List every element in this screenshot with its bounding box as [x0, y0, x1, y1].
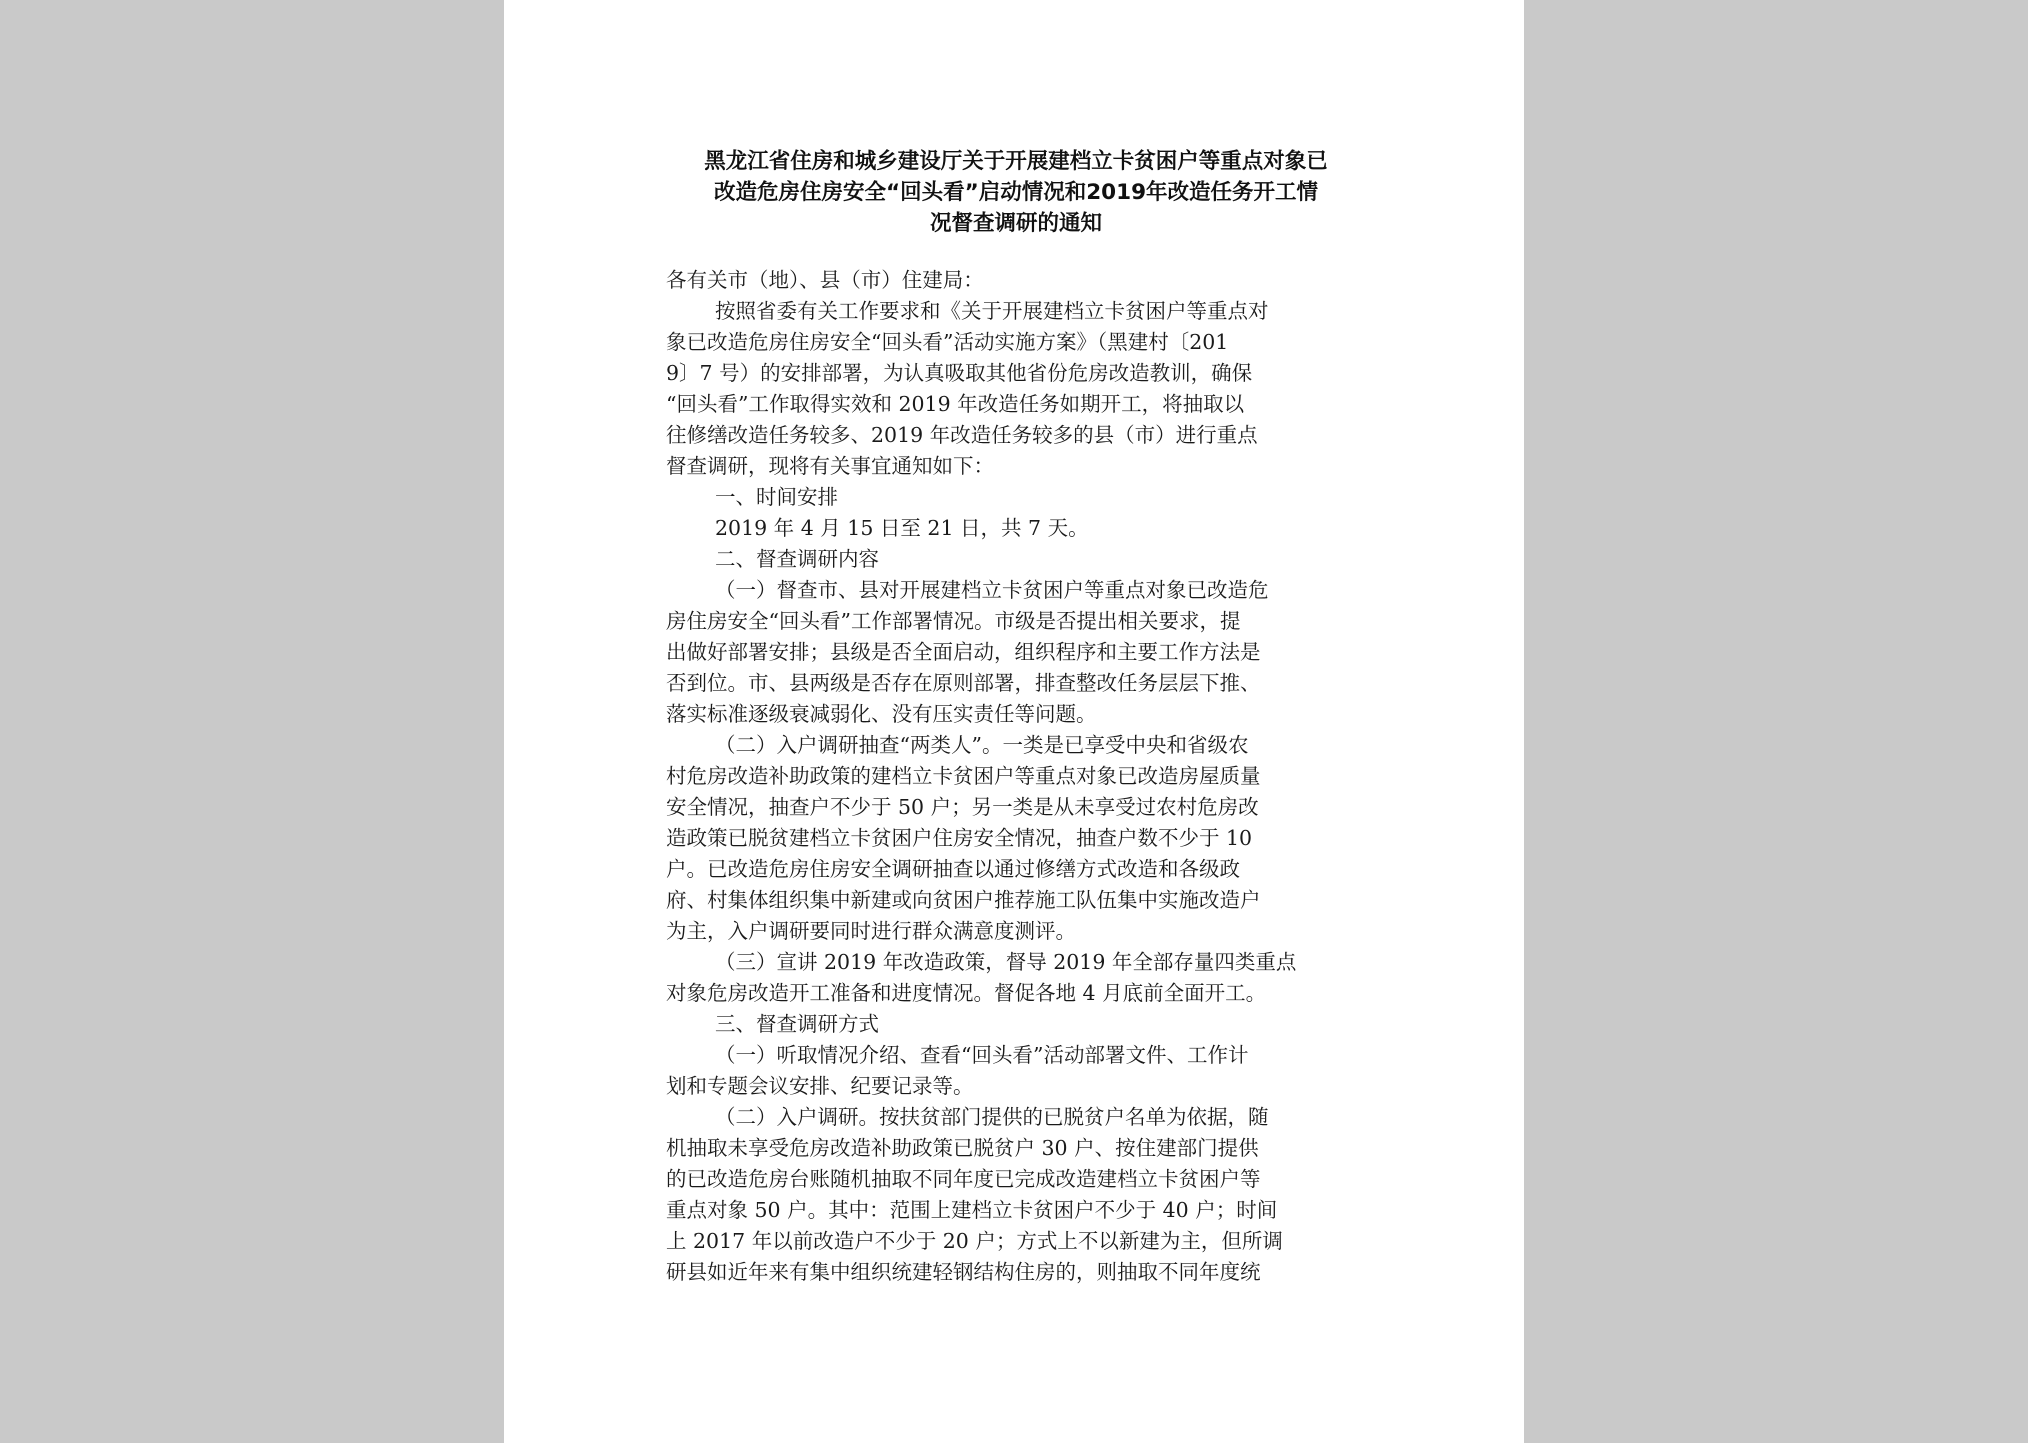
body-line: 上 2017 年以前改造户不少于 20 户；方式上不以新建为主，但所调 [666, 1229, 1283, 1253]
document-title [666, 146, 1366, 239]
section-heading: 一、时间安排 [715, 485, 838, 509]
document-page [504, 0, 1524, 1443]
salutation: 各有关市（地）、县（市）住建局： [666, 268, 984, 292]
body-line: 划和专题会议安排、纪要记录等。 [666, 1074, 974, 1098]
body-line: 重点对象 50 户。其中：范围上建档立卡贫困户不少于 40 户；时间 [666, 1198, 1278, 1222]
title-line: 黑龙江省住房和城乡建设厅关于开展建档立卡贫困户等重点对象已 [704, 149, 1328, 174]
body-line: 机抽取未享受危房改造补助政策已脱贫户 30 户、按住建部门提供 [666, 1136, 1259, 1160]
body-line: “回头看”工作取得实效和 2019 年改造任务如期开工，将抽取以 [666, 392, 1245, 416]
section-heading: 二、督查调研内容 [715, 547, 879, 571]
body-line: 户。已改造危房住房安全调研抽查以通过修缮方式改造和各级政 [666, 857, 1240, 881]
body-line: （二）入户调研。按扶贫部门提供的已脱贫户名单为依据，随 [715, 1105, 1269, 1129]
title-line: 改造危房住房安全“回头看”启动情况和2019年改造任务开工情 [713, 180, 1319, 205]
body-line: （一）督查市、县对开展建档立卡贫困户等重点对象已改造危 [715, 578, 1269, 602]
body-line: 府、村集体组织集中新建或向贫困户推荐施工队伍集中实施改造户 [666, 888, 1261, 912]
body-line: 往修缮改造任务较多、2019 年改造任务较多的县（市）进行重点 [666, 423, 1258, 447]
body-line: 2019 年 4 月 15 日至 21 日，共 7 天。 [715, 516, 1089, 540]
body-line: 9〕7 号）的安排部署，为认真吸取其他省份危房改造教训，确保 [666, 361, 1253, 385]
body-line: 房住房安全“回头看”工作部署情况。市级是否提出相关要求，提 [666, 609, 1241, 633]
body-line: 督查调研，现将有关事宜通知如下： [666, 454, 994, 478]
body-line: 的已改造危房台账随机抽取不同年度已完成改造建档立卡贫困户等 [666, 1167, 1261, 1191]
body-line: 研县如近年来有集中组织统建轻钢结构住房的，则抽取不同年度统 [666, 1260, 1261, 1284]
body-line: 为主，入户调研要同时进行群众满意度测评。 [666, 919, 1076, 943]
body-line: 安全情况，抽查户不少于 50 户；另一类是从未享受过农村危房改 [666, 795, 1259, 819]
body-line: 造政策已脱贫建档立卡贫困户住房安全情况，抽查户数不少于 10 [666, 826, 1253, 850]
body-line: （三）宣讲 2019 年改造政策，督导 2019 年全部存量四类重点 [715, 950, 1297, 974]
document-body [666, 265, 1366, 1288]
body-line: 落实标准逐级衰减弱化、没有压实责任等问题。 [666, 702, 1097, 726]
body-line: 村危房改造补助政策的建档立卡贫困户等重点对象已改造房屋质量 [666, 764, 1261, 788]
document-content [666, 146, 1366, 1288]
body-line: （二）入户调研抽查“两类人”。一类是已享受中央和省级农 [715, 733, 1249, 757]
section-heading: 三、督查调研方式 [715, 1012, 879, 1036]
body-line: 对象危房改造开工准备和进度情况。督促各地 4 月底前全面开工。 [666, 981, 1267, 1005]
body-line: 出做好部署安排；县级是否全面启动，组织程序和主要工作方法是 [666, 640, 1261, 664]
body-line: 否到位。市、县两级是否存在原则部署，排查整改任务层层下推、 [666, 671, 1261, 695]
title-line: 况督查调研的通知 [929, 211, 1102, 236]
body-line: （一）听取情况介绍、查看“回头看”活动部署文件、工作计 [715, 1043, 1249, 1067]
body-line: 象已改造危房住房安全“回头看”活动实施方案》（黑建村〔201 [666, 330, 1229, 354]
body-line: 按照省委有关工作要求和《关于开展建档立卡贫困户等重点对 [715, 299, 1269, 323]
